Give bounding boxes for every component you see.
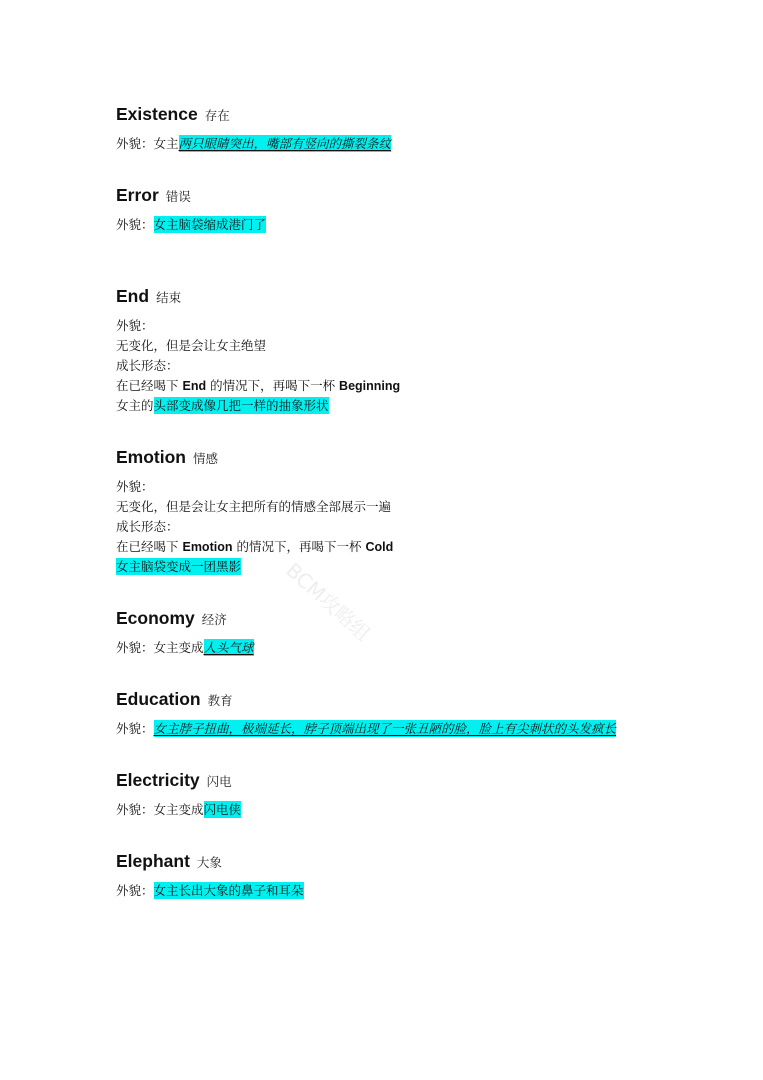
appearance-label: 外貌： xyxy=(116,318,154,333)
entry-end xyxy=(116,284,716,416)
item-name: Cold xyxy=(365,540,394,554)
entry-economy xyxy=(116,606,716,658)
entry-title-en: Error xyxy=(116,185,159,205)
appearance-line xyxy=(116,215,716,235)
entry-title-en: Existence xyxy=(116,104,198,124)
highlighted-text: 头部变成像几把一样的抽象形状 xyxy=(153,398,329,413)
entry-existence xyxy=(116,102,716,154)
entry-title-cn: 经济 xyxy=(201,612,227,627)
appearance-line xyxy=(116,638,716,658)
entry-title-en: Economy xyxy=(116,608,195,628)
effect-line: 无变化，但是会让女主绝望 xyxy=(116,338,267,353)
entry-electricity xyxy=(116,768,716,820)
entry-education xyxy=(116,687,716,739)
line-text: 外貌：女主变成 xyxy=(116,802,204,817)
growth-form-label: 成长形态： xyxy=(116,519,179,534)
document-body xyxy=(116,102,716,901)
line-text: 外貌： xyxy=(116,217,154,232)
item-name: Emotion xyxy=(182,540,233,554)
line-text: 在已经喝下 xyxy=(116,378,183,393)
line-text: 女主的 xyxy=(116,398,154,413)
highlighted-text: 女主脑袋变成一团黑影 xyxy=(116,559,242,574)
growth-form-label: 成长形态： xyxy=(116,358,179,373)
highlighted-text: 女主长出大象的鼻子和耳朵 xyxy=(153,883,304,898)
entry-title-cn: 结束 xyxy=(156,290,182,305)
highlighted-text: 闪电侠 xyxy=(203,802,242,817)
entry-title-cn: 错误 xyxy=(165,189,191,204)
entry-title-cn: 大象 xyxy=(196,855,222,870)
growth-condition-line xyxy=(116,537,716,557)
growth-condition-line xyxy=(116,376,716,396)
entry-elephant xyxy=(116,849,716,901)
entry-heading xyxy=(116,284,716,308)
entry-title-cn: 教育 xyxy=(207,693,233,708)
line-text: 外貌： xyxy=(116,721,154,736)
line-text: 外貌：女主变成 xyxy=(116,640,204,655)
appearance-line xyxy=(116,881,716,901)
effect-line: 无变化，但是会让女主把所有的情感全部展示一遍 xyxy=(116,499,392,514)
entry-title-en: End xyxy=(116,286,150,306)
appearance-line xyxy=(116,719,716,739)
item-name: Beginning xyxy=(339,379,401,393)
entry-heading xyxy=(116,687,716,711)
entry-title-en: Elephant xyxy=(116,851,190,871)
line-text: 外貌： xyxy=(116,883,154,898)
item-name: End xyxy=(182,379,207,393)
entry-title-cn: 情感 xyxy=(193,451,219,466)
growth-result-line xyxy=(116,396,716,416)
entry-title-cn: 闪电 xyxy=(206,774,232,789)
entry-heading xyxy=(116,606,716,630)
entry-heading xyxy=(116,183,716,207)
line-text: 的情况下，再喝下一杯 xyxy=(206,378,340,393)
entry-heading xyxy=(116,102,716,126)
entry-title-en: Emotion xyxy=(116,447,186,467)
appearance-label: 外貌： xyxy=(116,479,154,494)
highlighted-text: 女主脑袋缩成港门了 xyxy=(153,217,267,232)
entry-title-en: Education xyxy=(116,689,201,709)
line-text: 的情况下，再喝下一杯 xyxy=(232,539,366,554)
entry-heading xyxy=(116,445,716,469)
watermark: BCM攻略组 xyxy=(281,557,376,646)
highlighted-text: 人头气球 xyxy=(203,640,254,655)
entry-heading xyxy=(116,768,716,792)
entry-title-en: Electricity xyxy=(116,770,200,790)
appearance-line xyxy=(116,134,716,154)
entry-emotion xyxy=(116,445,716,577)
highlighted-text: 两只眼睛突出，嘴部有竖向的撕裂条纹 xyxy=(178,136,392,151)
entry-error xyxy=(116,183,716,235)
entry-heading xyxy=(116,849,716,873)
line-text: 在已经喝下 xyxy=(116,539,183,554)
highlighted-text: 女主脖子扭曲，极端延长，脖子顶端出现了一张丑陋的脸，脸上有尖刺状的头发疯长 xyxy=(153,721,617,736)
line-text: 外貌：女主 xyxy=(116,136,179,151)
entry-title-cn: 存在 xyxy=(204,108,230,123)
appearance-line xyxy=(116,800,716,820)
growth-result-line xyxy=(116,557,716,577)
